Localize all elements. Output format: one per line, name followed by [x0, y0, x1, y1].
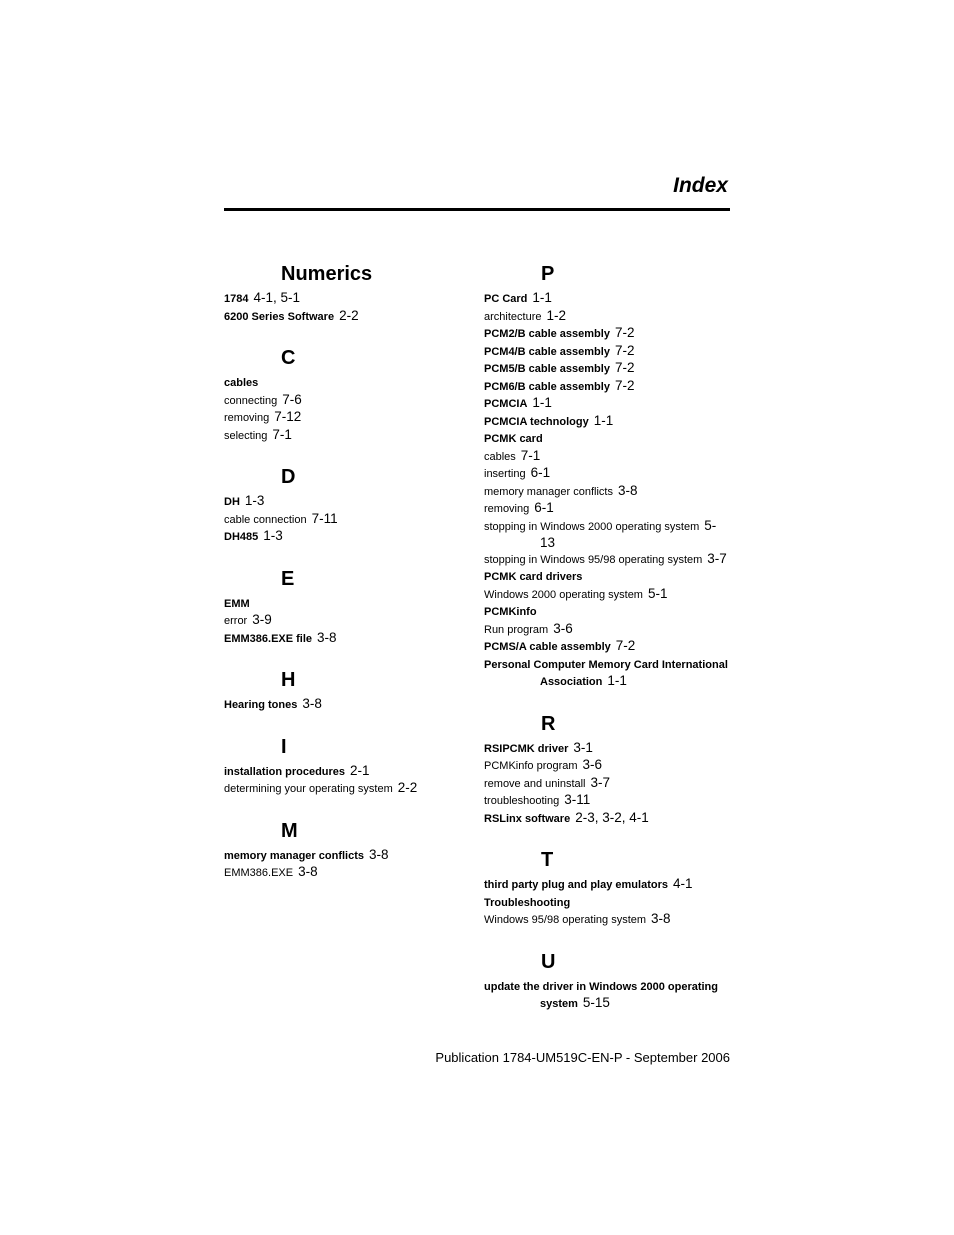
entry-term: PCM5/B cable assembly	[484, 363, 610, 375]
index-subentry	[484, 448, 730, 466]
entry-term: cables	[484, 450, 516, 463]
entry-term: PCMCIA technology	[484, 415, 589, 428]
index-entry	[484, 325, 730, 343]
index-section	[224, 735, 464, 798]
index-subentry	[484, 757, 730, 775]
index-entry	[484, 378, 730, 396]
entry-pages: 7-12	[274, 409, 302, 424]
entry-pages: 2-1	[350, 762, 370, 778]
entry-term: PCMKinfo program	[484, 760, 578, 772]
section-letter: U	[541, 950, 556, 973]
entry-term: Hearing tones	[224, 699, 298, 711]
index-entry	[224, 290, 464, 308]
entry-pages: 3-8	[302, 696, 322, 711]
entry-term: error	[224, 615, 248, 627]
index-entry	[224, 763, 464, 781]
entry-pages: 3-8	[618, 482, 638, 498]
index-section	[224, 262, 464, 325]
entry-pages: 3-9	[252, 612, 272, 627]
index-subentry	[484, 911, 730, 929]
entry-term: RSLinx software	[484, 812, 571, 825]
index-entry	[484, 430, 730, 448]
section-letter: E	[281, 567, 295, 590]
entry-term: PCMK card	[484, 433, 543, 445]
entry-term: PCMK card drivers	[484, 571, 583, 583]
index-section	[224, 465, 464, 546]
entry-term: cable connection	[224, 513, 307, 526]
section-letter: Numerics	[281, 263, 373, 285]
entry-pages: 7-2	[614, 325, 635, 340]
index-entry	[484, 413, 730, 431]
entry-pages: 5-13	[540, 517, 717, 550]
index-subentry	[484, 586, 730, 604]
entry-pages: 2-2	[397, 780, 418, 795]
index-section	[224, 819, 464, 882]
index-section	[484, 262, 730, 691]
index-subentry	[484, 551, 730, 569]
index-entry	[484, 638, 730, 656]
index-entry	[224, 493, 464, 511]
index-subentry	[484, 483, 730, 501]
index-section	[484, 848, 730, 929]
entry-pages: 3-1	[573, 739, 593, 755]
entry-term: inserting	[484, 468, 526, 480]
entry-term: removing	[224, 412, 270, 424]
index-section	[224, 346, 464, 444]
entry-term: memory manager conflicts	[484, 485, 613, 498]
index-entry	[224, 374, 464, 392]
entry-term: EMM386.EXE file	[224, 632, 313, 645]
section-letter: D	[281, 466, 296, 488]
index-subentry	[484, 775, 730, 793]
index-subentry	[224, 780, 464, 798]
index-subentry	[224, 864, 464, 882]
entry-term: Windows 95/98 operating system	[484, 914, 647, 926]
index-column-left	[224, 262, 464, 903]
index-entry	[224, 696, 464, 714]
index-entry	[224, 308, 464, 326]
index-entry	[484, 740, 730, 758]
entry-term: EMM386.EXE	[224, 867, 294, 879]
entry-term: RSIPCMK driver	[484, 742, 569, 755]
entry-pages: 7-1	[520, 447, 541, 463]
index-entry	[484, 656, 730, 691]
entry-pages: 7-2	[614, 377, 635, 393]
entry-pages: 7-11	[311, 510, 338, 526]
entry-pages: 1-1	[532, 395, 552, 410]
entry-term: PCM6/B cable assembly	[484, 380, 610, 393]
entry-term: PCM4/B cable assembly	[484, 345, 610, 358]
entry-term: PCMKinfo	[484, 606, 537, 618]
entry-pages: 3-7	[590, 774, 611, 790]
entry-pages: 2-2	[339, 307, 359, 323]
entry-pages: 3-7	[707, 550, 727, 566]
entry-pages: 4-1	[672, 876, 693, 891]
entry-term: PC Card	[484, 293, 528, 305]
entry-pages: 3-11	[564, 792, 591, 807]
entry-term: EMM	[224, 597, 250, 610]
index-subentry	[224, 511, 464, 529]
entry-pages: 1-1	[607, 673, 627, 688]
entry-term: determining your operating system	[224, 783, 393, 795]
entry-term: Run program	[484, 623, 549, 636]
index-section	[224, 668, 464, 714]
entry-term: 6200 Series Software	[224, 310, 335, 323]
entry-term: connecting	[224, 394, 278, 407]
section-letter: T	[541, 849, 554, 871]
entry-term: architecture	[484, 310, 542, 323]
entry-pages: 7-2	[614, 360, 635, 375]
section-letter: C	[281, 347, 296, 369]
section-letter: P	[541, 263, 555, 285]
index-entry	[484, 978, 730, 1013]
publication-footer: Publication 1784-UM519C-EN-P - September 2006	[435, 1050, 730, 1065]
index-subentry	[224, 427, 464, 445]
page-title: Index	[673, 174, 728, 197]
index-subentry	[484, 621, 730, 639]
entry-pages: 2-3, 3-2, 4-1	[575, 809, 649, 825]
index-entry	[224, 528, 464, 546]
entry-term: Troubleshooting	[484, 896, 571, 909]
entry-term: removing	[484, 503, 530, 515]
index-subentry	[484, 500, 730, 518]
entry-pages: 1-2	[546, 307, 566, 323]
title-rule	[224, 208, 730, 211]
index-entry	[484, 290, 730, 308]
index-subentry	[484, 308, 730, 326]
entry-pages: 1-1	[532, 290, 552, 305]
index-subentry	[224, 409, 464, 427]
index-subentry	[484, 465, 730, 483]
entry-term: troubleshooting	[484, 795, 560, 807]
entry-pages: 7-1	[272, 426, 292, 442]
entry-pages: 4-1, 5-1	[253, 290, 301, 305]
entry-term: Windows 2000 operating system	[484, 588, 643, 601]
entry-pages: 7-6	[282, 391, 302, 407]
entry-term: installation procedures	[224, 765, 346, 778]
entry-pages: 1-3	[244, 493, 265, 508]
index-subentry	[224, 392, 464, 410]
index-entry	[224, 847, 464, 865]
index-section	[224, 567, 464, 648]
index-subentry	[224, 612, 464, 630]
index-section	[484, 712, 730, 828]
entry-term: selecting	[224, 429, 268, 442]
entry-pages: 3-8	[651, 911, 671, 926]
index-entry	[484, 568, 730, 586]
entry-pages: 3-8	[369, 846, 389, 862]
entry-pages: 5-1	[647, 585, 668, 601]
section-letter: R	[541, 712, 556, 735]
entry-pages: 3-8	[298, 864, 318, 879]
entry-term: memory manager conflicts	[224, 849, 364, 862]
entry-term: PCMS/A cable assembly	[484, 641, 611, 653]
index-entry	[224, 595, 464, 613]
index-entry	[484, 603, 730, 621]
entry-pages: 3-8	[317, 629, 337, 645]
entry-term: stopping in Windows 2000 operating system	[484, 520, 700, 533]
entry-pages: 5-15	[582, 995, 610, 1010]
entry-term: DH	[224, 496, 240, 508]
section-letter: I	[281, 735, 287, 758]
index-entry	[224, 630, 464, 648]
index-column-right	[484, 262, 730, 1034]
index-entry	[484, 343, 730, 361]
entry-term: stopping in Windows 95/98 operating system	[484, 553, 703, 566]
entry-pages: 3-6	[553, 620, 573, 636]
entry-term: DH485	[224, 531, 259, 543]
index-entry	[484, 360, 730, 378]
entry-pages: 6-1	[530, 465, 551, 480]
entry-pages: 3-6	[582, 757, 603, 772]
index-subentry	[484, 518, 730, 551]
index-entry	[484, 395, 730, 413]
entry-pages: 6-1	[534, 500, 554, 515]
entry-term: remove and uninstall	[484, 777, 586, 790]
index-entry	[484, 810, 730, 828]
entry-term: third party plug and play emulators	[484, 879, 668, 891]
section-letter: H	[281, 669, 296, 691]
index-subentry	[484, 792, 730, 810]
entry-pages: 1-3	[263, 528, 283, 543]
index-section	[484, 950, 730, 1013]
entry-term: PCM2/B cable assembly	[484, 328, 610, 340]
index-entry	[484, 876, 730, 894]
entry-term: 1784	[224, 293, 249, 305]
entry-term: update the driver in Windows 2000 operating system	[484, 980, 718, 1010]
index-entry	[484, 894, 730, 912]
entry-term: cables	[224, 377, 259, 389]
section-letter: M	[281, 819, 298, 842]
entry-pages: 7-2	[615, 638, 636, 653]
entry-term: PCMCIA	[484, 398, 528, 410]
entry-pages: 7-2	[614, 342, 635, 358]
entry-pages: 1-1	[593, 412, 614, 428]
entry-term: Personal Computer Memory Card International Association	[484, 658, 728, 688]
